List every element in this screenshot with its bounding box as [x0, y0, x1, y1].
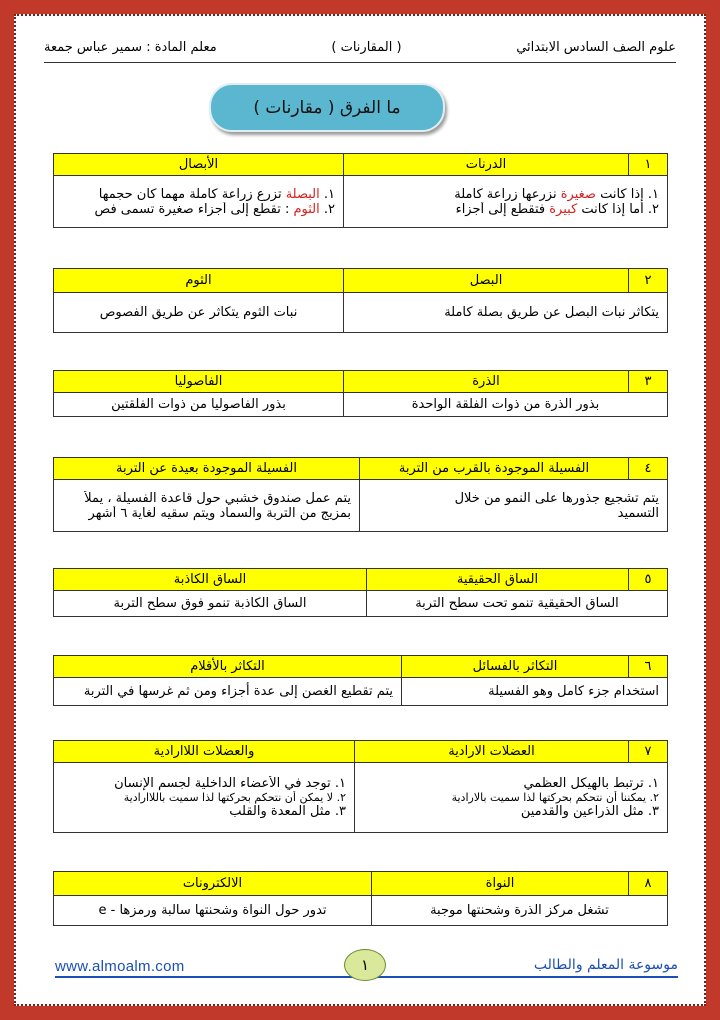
table-number: ٨ [629, 872, 668, 896]
right-line-1: يتم تشجيع جذورها على النمو من خلال [454, 490, 659, 506]
right-cell: يتكاثر نبات البصل عن طريق بصلة كاملة [344, 293, 668, 333]
right-cell [360, 480, 668, 532]
left-cell: بذور الفاصوليا من ذوات الفلقتين [54, 393, 344, 417]
left-line-2: ٢. الثوم : تقطع إلى أجزاء صغيرة تسمى فص [94, 201, 335, 217]
right-line-2: التسميد [617, 505, 659, 521]
table-number: ٥ [629, 569, 668, 591]
right-heading: الدرنات [344, 154, 629, 176]
right-line-2: ٢. يمكننا أن نتحكم بحركتها لذا سميت بالارادية [451, 791, 659, 804]
page-number: ١ [344, 949, 386, 981]
right-heading: الذرة [344, 371, 629, 393]
header-teacher: معلم المادة : سمير عباس جمعة [44, 40, 217, 55]
left-line-2: ٢. لا يمكن أن نتحكم بحركتها لذا سميت باللاارادية [123, 791, 346, 804]
page-header [44, 40, 676, 60]
right-line-1: ١. ترتبط بالهيكل العظمي [523, 776, 659, 791]
table-number: ٧ [629, 741, 668, 763]
right-line-3: ٣. مثل الذراعين والقدمين [520, 804, 659, 819]
table-number: ٢ [629, 269, 668, 293]
left-line-1: ١. توجد في الأعضاء الداخلية لجسم الإنسان [114, 776, 346, 791]
left-heading: الالكترونات [54, 872, 372, 896]
left-cell: نبات الثوم يتكاثر عن طريق الفصوص [54, 293, 344, 333]
left-line-3: ٣. مثل المعدة والقلب [229, 804, 346, 819]
left-cell: الساق الكاذبة تنمو فوق سطح التربة [54, 591, 367, 617]
right-cell: استخدام جزء كامل وهو الفسيلة [402, 678, 668, 706]
left-cell: تدور حول النواة وشحنتها سالبة ورمزها - e [54, 896, 372, 926]
right-cell [344, 176, 668, 228]
comparison-table-3 [53, 370, 668, 417]
right-cell: الساق الحقيقية تنمو تحت سطح التربة [367, 591, 668, 617]
left-cell [54, 763, 355, 833]
right-heading: البصل [344, 269, 629, 293]
right-cell: تشغل مركز الذرة وشحنتها موجبة [372, 896, 668, 926]
right-heading: الساق الحقيقية [367, 569, 629, 591]
comparison-table-1 [53, 153, 668, 228]
left-line-2: بمزيج من التربة والسماد ويتم سقيه لغاية ٦ أشهر [88, 505, 351, 521]
right-line-1: ١. إذا كانت صغيرة نزرعها زراعة كاملة [454, 186, 659, 202]
header-topic: ( المقارنات ) [331, 40, 402, 55]
comparison-table-4 [53, 457, 668, 532]
page-footer [55, 954, 678, 978]
header-divider [44, 62, 676, 63]
table-number: ١ [629, 154, 668, 176]
left-cell [54, 480, 360, 532]
left-line-1: يتم عمل صندوق خشبي حول قاعدة الفسيلة ، يملأ [84, 490, 351, 506]
comparison-table-7 [53, 740, 668, 833]
right-heading: العضلات الارادية [355, 741, 629, 763]
header-subject: علوم الصف السادس الابتدائي [516, 40, 676, 55]
comparison-table-2 [53, 268, 668, 333]
table-number: ٤ [629, 458, 668, 480]
comparison-table-5 [53, 568, 668, 617]
left-heading: الفسيلة الموجودة بعيدة عن التربة [54, 458, 360, 480]
left-heading: الأبصال [54, 154, 344, 176]
comparison-table-6 [53, 655, 668, 706]
right-cell: بذور الذرة من ذوات الفلقة الواحدة [344, 393, 668, 417]
right-cell [355, 763, 668, 833]
left-cell [54, 176, 344, 228]
left-heading: الفاصوليا [54, 371, 344, 393]
page-title: ما الفرق ( مقارنات ) [209, 83, 445, 132]
website-link[interactable]: www.almoalm.com [55, 958, 185, 975]
footer-sponsor: موسوعة المعلم والطالب [533, 957, 678, 973]
right-heading: النواة [372, 872, 629, 896]
left-heading: التكاثر بالأقلام [54, 656, 402, 678]
left-heading: الساق الكاذبة [54, 569, 367, 591]
left-heading: والعضلات اللاارادية [54, 741, 355, 763]
table-number: ٣ [629, 371, 668, 393]
table-number: ٦ [629, 656, 668, 678]
right-line-2: ٢. أما إذا كانت كبيرة فتقطع إلى أجزاء [455, 201, 659, 217]
right-heading: الفسيلة الموجودة بالقرب من التربة [360, 458, 629, 480]
right-heading: التكاثر بالفسائل [402, 656, 629, 678]
left-cell: يتم تقطيع الغصن إلى عدة أجزاء ومن ثم غرسها في التربة [54, 678, 402, 706]
left-heading: الثوم [54, 269, 344, 293]
comparison-table-8 [53, 871, 668, 926]
left-line-1: ١. البصلة تزرع زراعة كاملة مهما كان حجمها [98, 186, 335, 202]
